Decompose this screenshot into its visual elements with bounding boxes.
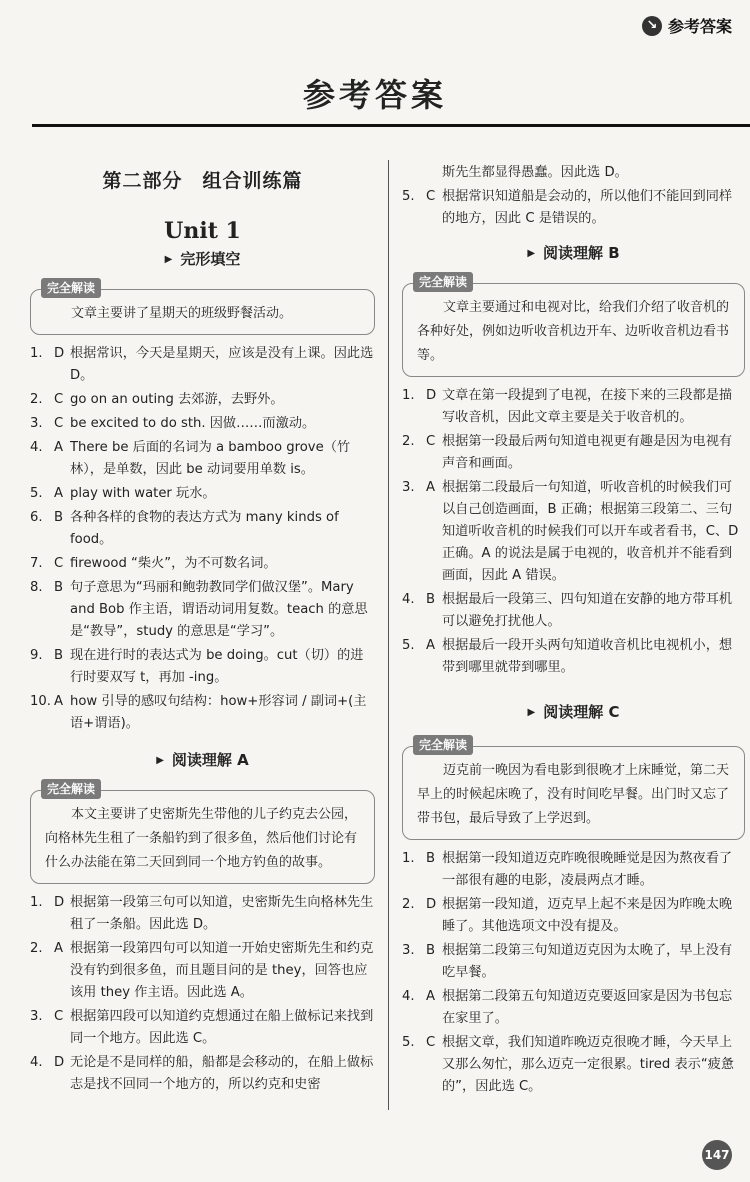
answer-list xyxy=(402,385,745,679)
answer-item xyxy=(30,437,375,481)
answer-explanation: 根据第二段第五句知道迈克要返回家是因为书包忘在家里了。 xyxy=(442,989,733,1026)
answer-number: 5. xyxy=(30,486,43,501)
answer-letter: B xyxy=(426,943,436,958)
answer-letter: C xyxy=(426,189,436,204)
answer-number: 1. xyxy=(402,388,415,403)
section-cloze: ▶ 完形填空 xyxy=(164,250,241,268)
answer-number: 2. xyxy=(30,941,43,956)
answer-number: 5. xyxy=(402,189,415,204)
answer-item xyxy=(30,645,375,689)
header-tag xyxy=(642,14,732,37)
answer-item xyxy=(402,477,745,587)
answer-number: 5. xyxy=(402,638,415,653)
answer-explanation: 根据第二段最后一句知道，听收音机的时候我们可以自己创造画面，B 正确；根据第三段第二、三句知道听收音机的时候我们可以开车或者看书，C、D 正确。A 的说法是属于电视的，收音机并不能看到画面，因此 A 错误。 xyxy=(442,480,739,583)
summary-box xyxy=(30,782,375,884)
section-reading-c: ▶ 阅读理解 C xyxy=(527,703,620,721)
answer-letter: A xyxy=(54,941,64,956)
triangle-icon: ▶ xyxy=(527,707,536,718)
answer-letter: C xyxy=(54,1009,64,1024)
answer-explanation: firewood “柴火”，为不可数名词。 xyxy=(70,556,277,571)
answer-list xyxy=(402,162,745,230)
answer-letter: A xyxy=(54,694,64,709)
answer-letter: C xyxy=(426,1035,436,1050)
answer-number: 4. xyxy=(402,989,415,1004)
answer-item xyxy=(30,1052,375,1096)
answer-number: 1. xyxy=(30,895,43,910)
answer-item xyxy=(30,1006,375,1050)
answer-letter: A xyxy=(426,638,436,653)
answer-item xyxy=(30,389,375,411)
answer-number: 3. xyxy=(402,480,415,495)
answer-item xyxy=(30,691,375,735)
answer-explanation: 文章在第一段提到了电视，在接下来的三段都是描写收音机，因此文章主要是关于收音机的。 xyxy=(442,388,733,425)
summary-text: 迈克前一晚因为看电影到很晚才上床睡觉，第二天早上的时候起床晚了，没有时间吃早餐。出门时又忘了带书包，最后导致了上学迟到。 xyxy=(417,763,730,826)
answer-explanation: 根据第一段第四句可以知道一开始史密斯先生和约克没有钓到很多鱼，而且题目问的是 they，回答也应该用 they 作主语。因此选 A。 xyxy=(70,941,374,1000)
answer-explanation: 根据最后一段第三、四句知道在安静的地方带耳机可以避免打扰他人。 xyxy=(442,592,733,629)
answer-item xyxy=(30,413,375,435)
answer-item xyxy=(402,986,745,1030)
summary-text: 文章主要通过和电视对比，给我们介绍了收音机的各种好处，例如边听收音机边开车、边听收音机边看书等。 xyxy=(417,300,730,363)
answer-letter: D xyxy=(54,346,65,361)
answer-item xyxy=(402,848,745,892)
answer-number: 9. xyxy=(30,648,43,663)
summary-box xyxy=(402,738,745,840)
answer-letter: B xyxy=(54,648,64,663)
answer-number: 1. xyxy=(402,851,415,866)
triangle-icon: ▶ xyxy=(164,254,173,265)
answer-explanation: 根据常识知道船是会动的，所以他们不能回到同样的地方，因此 C 是错误的。 xyxy=(442,189,733,226)
summary-badge: 完全解读 xyxy=(413,272,473,292)
section-reading-b: ▶ 阅读理解 B xyxy=(527,244,620,262)
answer-number: 3. xyxy=(402,943,415,958)
triangle-icon: ▶ xyxy=(527,248,536,259)
answer-number: 8. xyxy=(30,580,43,595)
answer-list xyxy=(30,343,375,735)
answer-item xyxy=(402,894,745,938)
answer-letter: A xyxy=(426,480,436,495)
answer-number: 3. xyxy=(30,1009,43,1024)
answer-explanation: how 引导的感叹句结构：how+形容词 / 副词+(主语+谓语)。 xyxy=(70,694,367,731)
summary-text: 本文主要讲了史密斯先生带他的儿子约克去公园，向格林先生租了一条船钓到了很多鱼，然后他们讨论有什么办法能在第二天回到同一个地方钓鱼的故事。 xyxy=(45,807,358,870)
answer-letter: B xyxy=(426,592,436,607)
answer-item xyxy=(402,431,745,475)
right-column xyxy=(402,160,745,1100)
answer-letter: B xyxy=(426,851,436,866)
answer-number: 2. xyxy=(402,897,415,912)
answer-letter: A xyxy=(426,989,436,1004)
part-title: 第二部分 组合训练篇 xyxy=(102,170,303,192)
arrow-icon: ↘ xyxy=(642,16,662,36)
answer-item xyxy=(30,343,375,387)
answer-item xyxy=(402,589,745,633)
triangle-icon: ▶ xyxy=(156,755,164,766)
answer-letter: C xyxy=(54,392,64,407)
answer-item xyxy=(30,507,375,551)
answer-number: 4. xyxy=(30,1055,43,1070)
answer-explanation: 句子意思为“玛丽和鲍勃教同学们做汉堡”。Mary and Bob 作主语，谓语动词用复数。teach 的意思是“教导”，study 的意思是“学习”。 xyxy=(70,580,368,639)
answer-explanation: 现在进行时的表达式为 be doing。cut（切）的进行时要双写 t，再加 -ing。 xyxy=(70,648,364,685)
answer-letter: D xyxy=(54,895,65,910)
answer-explanation: be excited to do sth. 因做……而激动。 xyxy=(70,416,316,431)
summary-box xyxy=(402,275,745,377)
answer-letter: D xyxy=(54,1055,65,1070)
column-divider xyxy=(388,160,389,1110)
answer-letter: D xyxy=(426,897,437,912)
answer-list xyxy=(402,848,745,1098)
answer-explanation: go on an outing 去郊游，去野外。 xyxy=(70,392,284,407)
answer-explanation: 根据第一段知道，迈克早上起不来是因为昨晚太晚睡了。其他选项文中没有提及。 xyxy=(442,897,733,934)
answer-number: 6. xyxy=(30,510,43,525)
answer-explanation: 根据第二段第三句知道迈克因为太晚了，早上没有吃早餐。 xyxy=(442,943,733,980)
header-tag-label: 参考答案 xyxy=(667,17,732,36)
answer-explanation: 根据第四段可以知道约克想通过在船上做标记来找到同一个地方。因此选 C。 xyxy=(70,1009,374,1046)
answer-number xyxy=(402,162,426,184)
answer-letter xyxy=(426,162,442,184)
answer-letter: D xyxy=(426,388,437,403)
answer-explanation: 根据第一段第三句可以知道，史密斯先生向格林先生租了一条船。因此选 D。 xyxy=(70,895,374,932)
answer-letter: C xyxy=(54,556,64,571)
answer-item xyxy=(30,553,375,575)
answer-number: 2. xyxy=(30,392,43,407)
answer-explanation: 根据最后一段开头两句知道收音机比电视机小，想带到哪里就带到哪里。 xyxy=(442,638,733,675)
answer-item xyxy=(30,892,375,936)
answer-item xyxy=(402,1032,745,1098)
answer-explanation: play with water 玩水。 xyxy=(70,486,216,501)
answer-explanation: There be 后面的名词为 a bamboo grove（竹林），是单数，因此 be 动词要用单数 is。 xyxy=(70,440,351,477)
answer-item xyxy=(30,577,375,643)
answer-explanation: 斯先生都显得愚蠢。因此选 D。 xyxy=(442,165,628,180)
answer-explanation: 无论是不是同样的船，船都是会移动的，在船上做标志是找不回同一个地方的，所以约克和史密 xyxy=(70,1055,374,1092)
answer-letter: B xyxy=(54,510,64,525)
answer-number: 4. xyxy=(30,440,43,455)
answer-letter: A xyxy=(54,440,64,455)
summary-text: 文章主要讲了星期天的班级野餐活动。 xyxy=(71,306,293,321)
answer-number: 3. xyxy=(30,416,43,431)
answer-number: 7. xyxy=(30,556,43,571)
title-rule xyxy=(32,124,750,127)
answer-letter: A xyxy=(54,486,64,501)
answer-explanation: 根据常识，今天是星期天，应该是没有上课。因此选 D。 xyxy=(70,346,374,383)
left-column xyxy=(30,160,375,1098)
answer-number: 5. xyxy=(402,1035,415,1050)
answer-item xyxy=(30,483,375,505)
summary-box xyxy=(30,281,375,335)
answer-item xyxy=(402,385,745,429)
answer-letter: C xyxy=(426,434,436,449)
answer-explanation: 根据第一段知道迈克昨晚很晚睡觉是因为熬夜看了一部很有趣的电影，凌晨两点才睡。 xyxy=(442,851,733,888)
page-title: 参考答案 xyxy=(302,76,447,114)
answer-item xyxy=(402,940,745,984)
answer-number: 2. xyxy=(402,434,415,449)
summary-badge: 完全解读 xyxy=(413,735,473,755)
answer-item xyxy=(402,635,745,679)
summary-badge: 完全解读 xyxy=(41,278,101,298)
answer-item xyxy=(402,186,745,230)
answer-item xyxy=(402,162,745,184)
answer-number: 10. xyxy=(30,694,51,709)
answer-number: 1. xyxy=(30,346,43,361)
answer-letter: C xyxy=(54,416,64,431)
unit-title: Unit 1 xyxy=(164,218,241,244)
answer-explanation: 各种各样的食物的表达方式为 many kinds of food。 xyxy=(70,510,339,547)
page-number: 147 xyxy=(702,1140,732,1170)
answer-list xyxy=(30,892,375,1096)
answer-explanation: 根据第一段最后两句知道电视更有趣是因为电视有声音和画面。 xyxy=(442,434,733,471)
answer-letter: B xyxy=(54,580,64,595)
answer-explanation: 根据文章，我们知道昨晚迈克很晚才睡，今天早上又那么匆忙，那么迈克一定很累。tired 表示“疲惫的”，因此选 C。 xyxy=(442,1035,735,1094)
summary-badge: 完全解读 xyxy=(41,779,101,799)
answer-number: 4. xyxy=(402,592,415,607)
section-reading-a: ▶ 阅读理解 A xyxy=(156,751,249,769)
answer-item xyxy=(30,938,375,1004)
